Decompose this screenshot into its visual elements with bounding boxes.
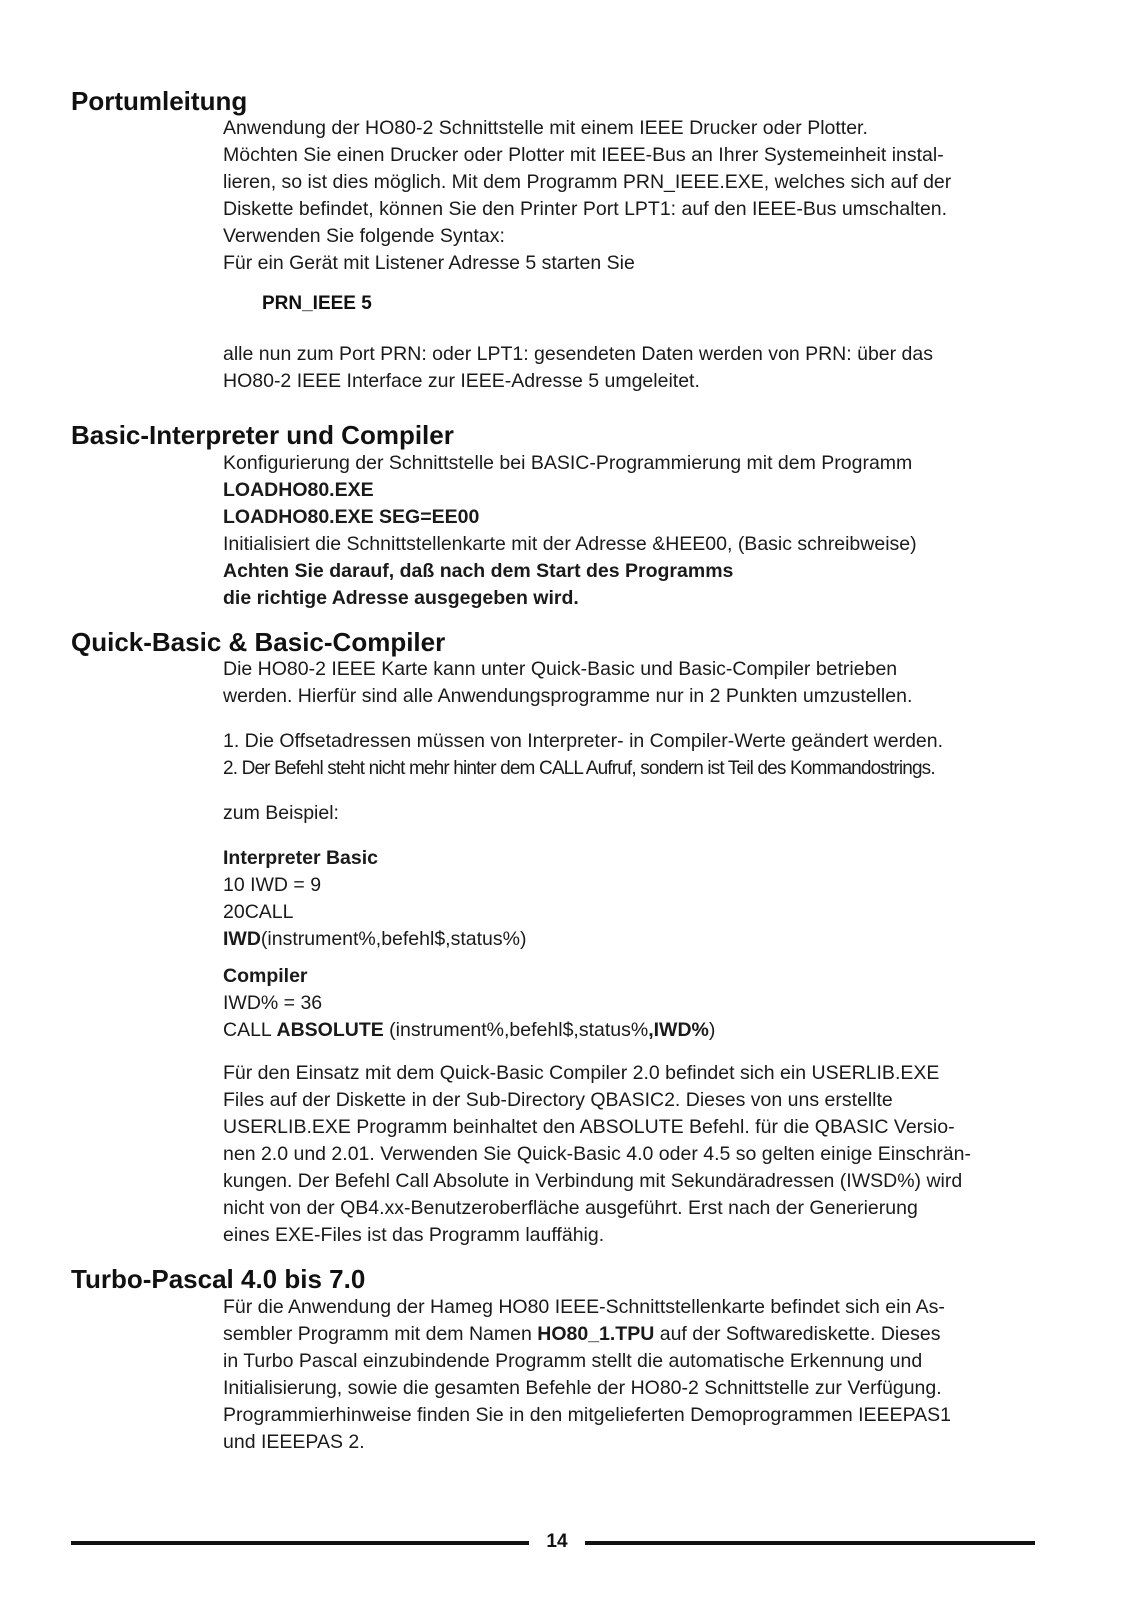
turbo-pascal-paragraph bbox=[223, 1294, 1058, 1456]
text-line: Möchten Sie einen Drucker oder Plotter mit IEEE-Bus an Ihrer Systemeinheit instal- bbox=[223, 144, 944, 166]
text-line: Anwendung der HO80-2 Schnittstelle mit einem IEEE Drucker oder Plotter. bbox=[223, 117, 868, 139]
text-fragment: sembler Programm mit dem Namen bbox=[223, 1323, 538, 1345]
text-line: in Turbo Pascal einzubindende Programm stellt die automatische Erkennung und bbox=[223, 1350, 923, 1372]
code-line: IWD% = 36 bbox=[223, 992, 323, 1014]
code-line bbox=[223, 926, 1058, 953]
filename-ho80-tpu: HO80_1.TPU bbox=[537, 1323, 655, 1345]
basic-interpreter-paragraph bbox=[223, 450, 1058, 612]
warning-line: die richtige Adresse ausgegeben wird. bbox=[223, 587, 579, 609]
text-line: Konfigurierung der Schnittstelle bei BASIC-Programmierung mit dem Programm bbox=[223, 452, 913, 474]
text-line: alle nun zum Port PRN: oder LPT1: gesendeten Daten werden von PRN: über das bbox=[223, 343, 933, 365]
code-line: 20CALL bbox=[223, 901, 294, 923]
quick-basic-list bbox=[223, 728, 1058, 782]
example-title: Interpreter Basic bbox=[223, 847, 378, 869]
text-line: Für den Einsatz mit dem Quick-Basic Compiler 2.0 befindet sich ein USERLIB.EXE bbox=[223, 1062, 940, 1084]
text-line: Verwenden Sie folgende Syntax: bbox=[223, 225, 505, 247]
list-item: 2. Der Befehl steht nicht mehr hinter dem CALL Aufruf, sondern ist Teil des Kommandostrings. bbox=[223, 758, 935, 779]
text-line: eines EXE-Files ist das Programm lauffähig. bbox=[223, 1224, 605, 1246]
interpreter-example bbox=[223, 845, 1058, 953]
footer-rule-right bbox=[585, 1541, 1035, 1545]
text-line: kungen. Der Befehl Call Absolute in Verbindung mit Sekundäradressen (IWSD%) wird bbox=[223, 1170, 963, 1192]
code-keyword: IWD bbox=[223, 928, 261, 950]
portumleitung-paragraph bbox=[223, 115, 1058, 277]
footer-rule-left bbox=[71, 1541, 529, 1545]
heading-turbo-pascal: Turbo-Pascal 4.0 bis 7.0 bbox=[71, 1264, 366, 1294]
code-args: ) bbox=[708, 1019, 716, 1041]
text-line bbox=[223, 1321, 1058, 1348]
command-loadho80: LOADHO80.EXE bbox=[223, 479, 374, 501]
text-line: nen 2.0 und 2.01. Verwenden Sie Quick-Basic 4.0 oder 4.5 so gelten einige Einschrän- bbox=[223, 1143, 971, 1165]
text-line: Files auf der Diskette in der Sub-Directory QBASIC2. Dieses von uns erstellte bbox=[223, 1089, 893, 1111]
text-line: und IEEEPAS 2. bbox=[223, 1431, 365, 1453]
code-keyword: ABSOLUTE bbox=[276, 1019, 384, 1041]
text-line: Initialisiert die Schnittstellenkarte mit der Adresse &HEE00, (Basic schreibweise) bbox=[223, 533, 917, 555]
text-line: lieren, so ist dies möglich. Mit dem Programm PRN_IEEE.EXE, welches sich auf der bbox=[223, 171, 952, 193]
example-label bbox=[223, 800, 1058, 827]
code-line bbox=[223, 1017, 1058, 1044]
heading-quick-basic: Quick-Basic & Basic-Compiler bbox=[71, 627, 446, 657]
list-item: 1. Die Offsetadressen müssen von Interpreter- in Compiler-Werte geändert werden. bbox=[223, 730, 944, 752]
text-line: USERLIB.EXE Programm beinhaltet den ABSOLUTE Befehl. für die QBASIC Versio- bbox=[223, 1116, 955, 1138]
text-line: Diskette befindet, können Sie den Printer Port LPT1: auf den IEEE-Bus umschalten. bbox=[223, 198, 948, 220]
text-line: Initialisierung, sowie die gesamten Befehle der HO80-2 Schnittstelle zur Verfügung. bbox=[223, 1377, 942, 1399]
example-title: Compiler bbox=[223, 965, 308, 987]
heading-basic-interpreter: Basic-Interpreter und Compiler bbox=[71, 420, 454, 450]
code-args: (instrument%,befehl$,status%) bbox=[260, 928, 527, 950]
heading-portumleitung: Portumleitung bbox=[71, 86, 248, 116]
text-line: Programmierhinweise finden Sie in den mitgelieferten Demoprogrammen IEEEPAS1 bbox=[223, 1404, 951, 1426]
text-line: nicht von der QB4.xx-Benutzeroberfläche ausgeführt. Erst nach der Generierung bbox=[223, 1197, 918, 1219]
text-fragment: auf der Softwarediskette. Dieses bbox=[654, 1323, 941, 1345]
text-line: Für die Anwendung der Hameg HO80 IEEE-Schnittstellenkarte befindet sich ein As- bbox=[223, 1296, 945, 1318]
text-line: Für ein Gerät mit Listener Adresse 5 starten Sie bbox=[223, 252, 635, 274]
portumleitung-paragraph-2 bbox=[223, 341, 1058, 395]
text-line: Die HO80-2 IEEE Karte kann unter Quick-Basic und Basic-Compiler betrieben bbox=[223, 658, 898, 680]
page-number: 14 bbox=[546, 1531, 568, 1552]
quick-basic-outro bbox=[223, 1060, 1058, 1249]
code-args: (instrument%,befehl$,status% bbox=[383, 1019, 649, 1041]
code-keyword: ,IWD% bbox=[648, 1019, 709, 1041]
warning-line: Achten Sie darauf, daß nach dem Start des Programms bbox=[223, 560, 734, 582]
text-line: HO80-2 IEEE Interface zur IEEE-Adresse 5 umgeleitet. bbox=[223, 370, 700, 392]
text-line: zum Beispiel: bbox=[223, 802, 339, 824]
command-prn-ieee: PRN_IEEE 5 bbox=[262, 293, 372, 314]
quick-basic-intro bbox=[223, 656, 1058, 710]
code-call: CALL bbox=[223, 1019, 277, 1041]
text-line: werden. Hierfür sind alle Anwendungsprogramme nur in 2 Punkten umzustellen. bbox=[223, 685, 913, 707]
code-line: 10 IWD = 9 bbox=[223, 874, 322, 896]
command-loadho80-seg: LOADHO80.EXE SEG=EE00 bbox=[223, 506, 480, 528]
compiler-example bbox=[223, 963, 1058, 1044]
